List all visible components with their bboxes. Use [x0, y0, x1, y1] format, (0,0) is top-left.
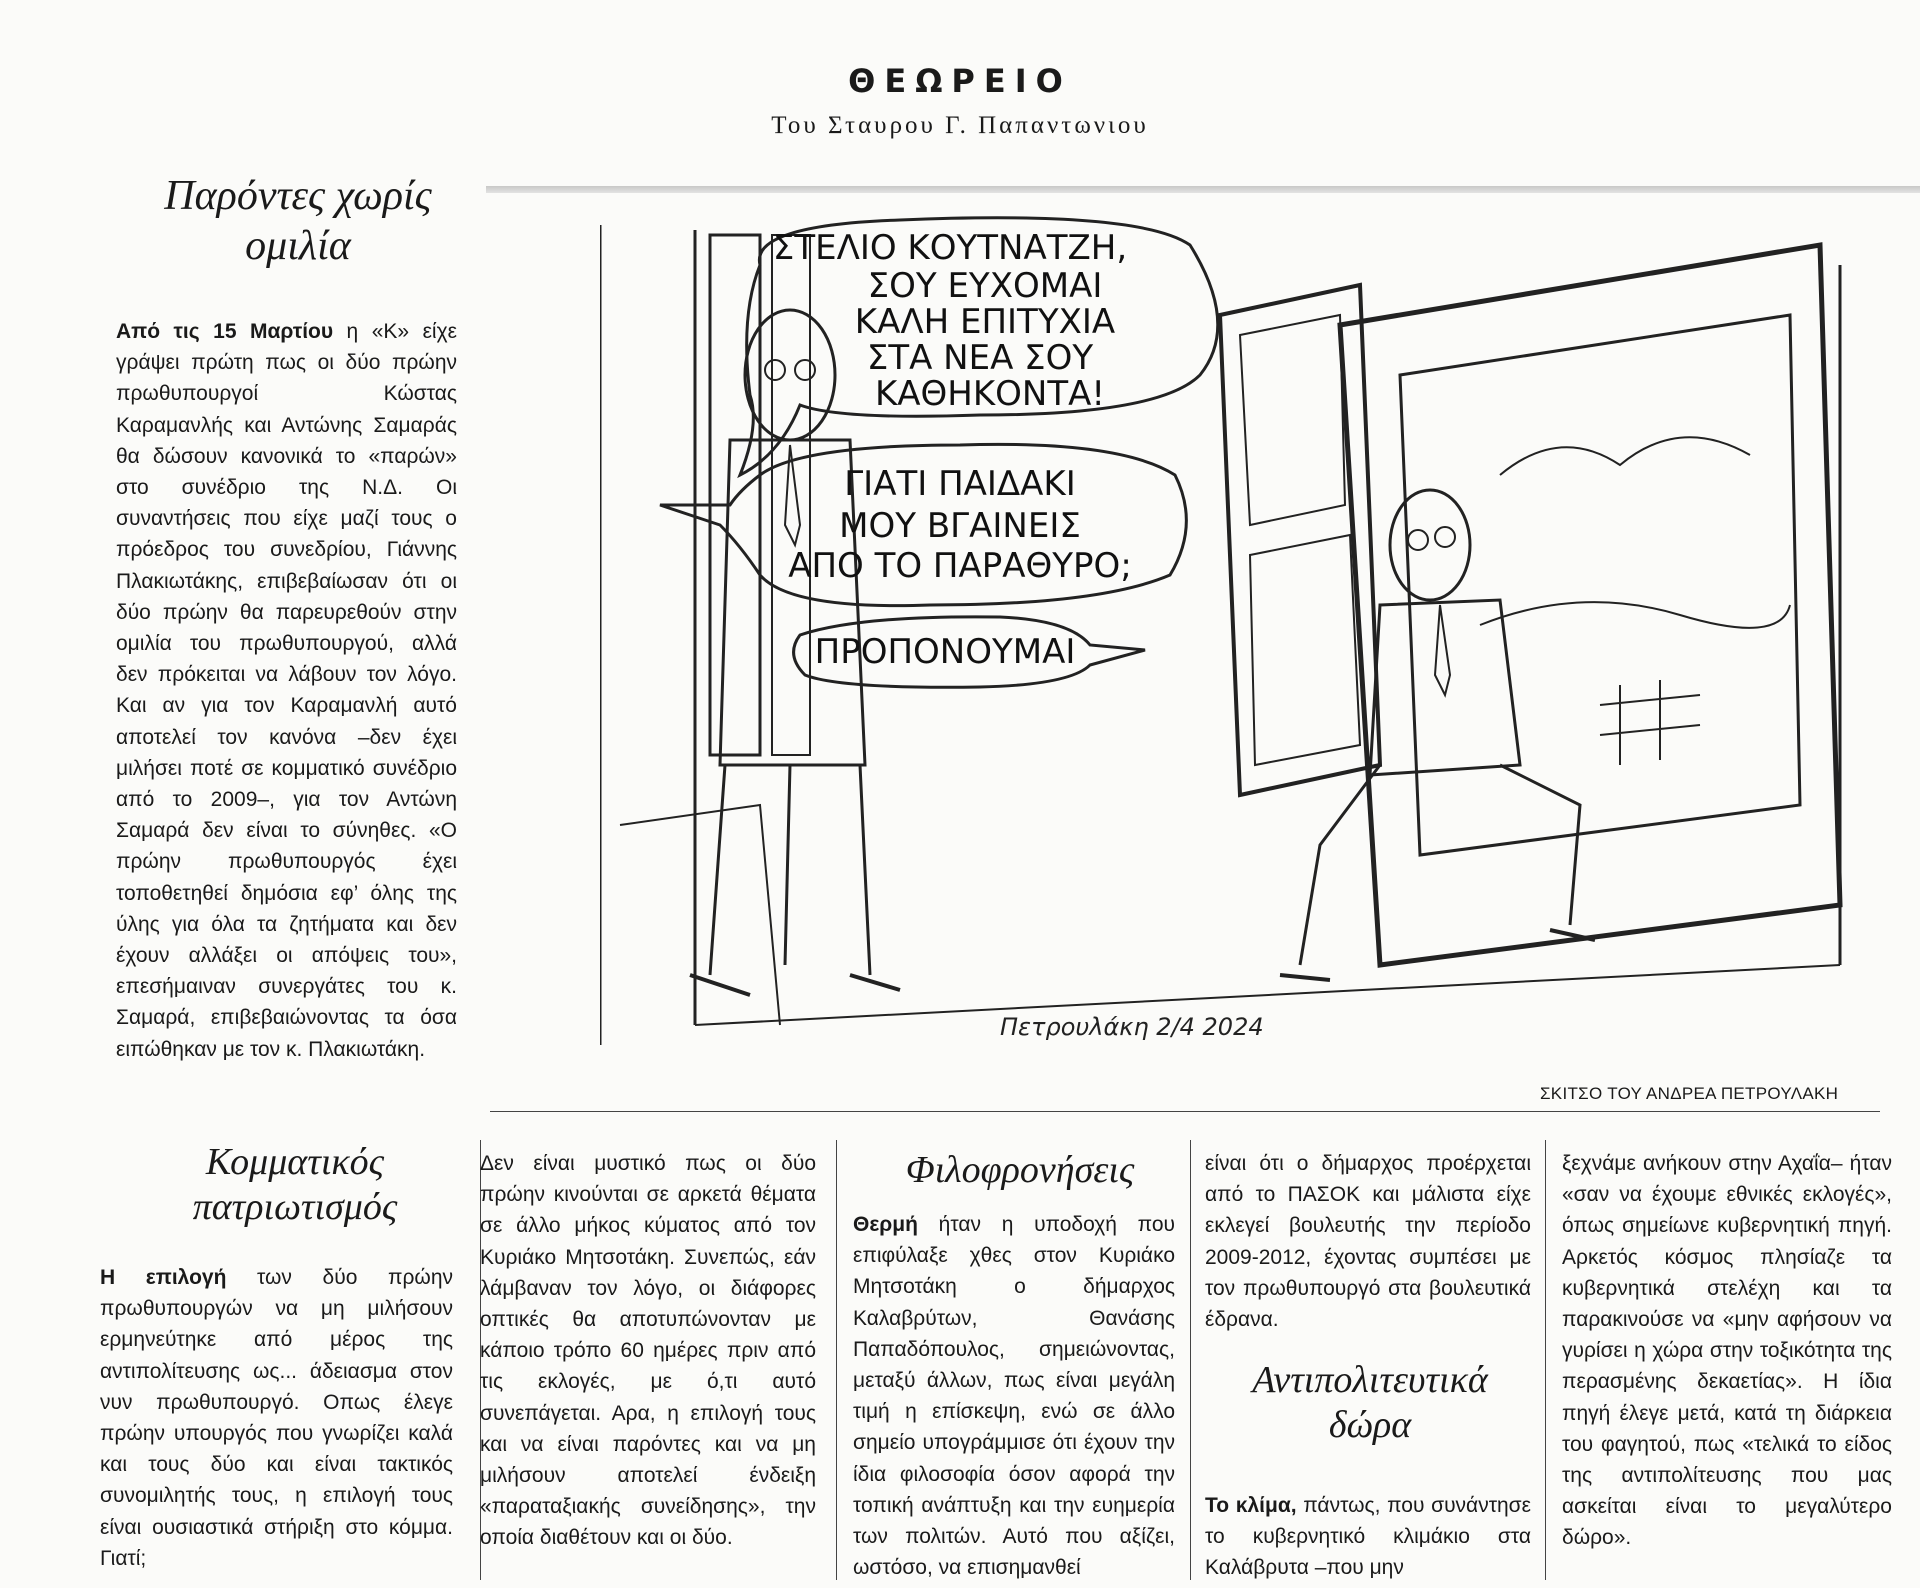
bubble1-line3: ΚΑΛΗ ΕΠΙΤΥΧΙΑ: [854, 302, 1116, 342]
article-3-body: [853, 1209, 1175, 1583]
bubble1-line2: ΣΟΥ ΕΥΧΟΜΑΙ: [867, 266, 1103, 306]
article-1-text: η «Κ» είχε γράψει πρώτη πως οι δύο πρώην πρωθυπουργοί Κώστας Καραμανλής και Αντώνης Σαμαράς θα δώσουν κανονικά το «παρών» στο συνέδριο της Ν.Δ. Οι συναντήσεις που είχε μαζί τους ο πρόεδρος του συνεδρίου, Γιάννης Πλακιωτάκης, επιβεβαίωσαν ότι οι δύο πρώην θα παρευρεθούν στην ομιλία του πρωθυπουργού, αλλά δεν πρόκειται να λάβουν τον λόγο. Και αν για τον Καραμανλή αυτό αποτελεί τον κανόνα –δεν έχει μιλήσει ποτέ σε κομματικό συνέδριο από το 2009–, για τον Αντώνη Σαμαρά δεν είναι το σύνηθες. «Ο πρώην πρωθυπουργός έχει τοποθετηθεί δημόσια εφ’ όλης της ύλης για όλα τα ζητήματα και δεν έχουν αλλάξει οι απόψεις του», επεσήμαιναν συνεργάτες του κ. Σαμαρά, επιβεβαιώνοντας τα όσα ειπώθηκαν με τον κ. Πλακιωτάκη.: [116, 320, 457, 1061]
bubble2-line3: ΑΠΟ ΤΟ ΠΑΡΑΘΥΡΟ;: [788, 546, 1132, 586]
headline-article-4: Αντιπολιτευτικά δώρα: [1252, 1359, 1488, 1446]
article-3-body-col2: είναι ότι ο δήμαρχος προέρχεται από το ΠΑΣΟΚ και μάλιστα είχε εκλεγεί βουλευτής την περίοδο 2009-2012, έχοντας συμπέσει με τον πρωθυπουργό στα βουλευτικά έδρανα.: [1205, 1152, 1531, 1332]
article-2-lead: Η επιλογή: [100, 1266, 227, 1289]
bubble2-line1: ΓΙΑΤΙ ΠΑΙΔΑΚΙ: [844, 464, 1076, 504]
divider-col-3: [1190, 1140, 1191, 1580]
headline-article-1: Παρόντες χωρίς ομιλία: [164, 173, 432, 269]
bubble3-text: ΠΡΟΠΟΝΟΥΜΑΙ: [814, 632, 1076, 672]
headline-article-2: Κομματικός πατριωτισμός: [192, 1141, 398, 1228]
article-1-lead: Από τις 15 Μαρτίου: [116, 320, 334, 343]
divider-col-2: [836, 1140, 837, 1580]
headline-article-3: Φιλοφρονήσεις: [905, 1149, 1135, 1191]
article-1-body: [116, 316, 457, 1065]
bubble2-line2: ΜΟΥ ΒΓΑΙΝΕΙΣ: [839, 506, 1081, 546]
bubble1-line4: ΣΤΑ ΝΕΑ ΣΟΥ: [866, 338, 1094, 378]
cartoon: [600, 205, 1880, 1065]
cartoon-caption: ΣΚΙΤΣΟ ΤΟΥ ΑΝΔΡΕΑ ΠΕΤΡΟΥΛΑΚΗ: [1540, 1084, 1839, 1103]
article-2-body: [100, 1262, 453, 1574]
article-4-body-col2: ξεχνάμε ανήκουν στην Αχαΐα– ήταν «σαν να έχουμε εθνικές εκλογές», όπως σημείωνε κυβερνητική πηγή. Αρκετός κόσμος πλησίαζε τα κυβερνητικά στελέχη και τα παρακινούσε να «μην αφήσουν να γυρίσει η χώρα στην τοξικότητα της περασμένης δεκαετίας». Η ίδια πηγή έλεγε μετά, κατά τη διάρκεια του φαγητού, πως «τελικά το είδος της αντιπολίτευσης που μας ασκείται είναι το μεγαλύτερο δώρο».: [1562, 1152, 1892, 1550]
divider-col-4: [1545, 1140, 1546, 1580]
article-4-lead: Το κλίμα,: [1205, 1494, 1297, 1517]
section-title: ΘΕΩΡΕΙΟ: [848, 62, 1072, 100]
byline: Του Σταυρου Γ. Παπαντωνιου: [771, 112, 1149, 139]
article-3-lead: Θερμή: [853, 1213, 918, 1236]
bubble1-line1: ΣΤΕΛΙΟ ΚΟΥΤΝΑΤΖΗ,: [772, 228, 1128, 268]
divider-horizontal: [490, 1111, 1880, 1112]
article-2-text: των δύο πρώην πρωθυπουργών να μη μιλήσουν ερμηνεύτηκε από μέρος της αντιπολίτευσης ως... άδειασμα στον νυν πρωθυπουργό. Οπως έλεγε πρώην υπουργός που γνωρίζει καλά και τους δύο και είναι τακτικός συνομιλητής τους, η επιλογή τους είναι ουσιαστικά στήριξη στο κόμμα. Γιατί;: [100, 1266, 454, 1570]
top-rule: [486, 186, 1920, 193]
article-2-body-col2: Δεν είναι μυστικό πως οι δύο πρώην κινούνται σε αρκετά θέματα σε άλλο μήκος κύματος από τον Κυριάκο Μητσοτάκη. Συνεπώς, εάν λάμβαναν τον λόγο, οι διάφορες οπτικές θα αποτυπώνονταν με κάποιο τρόπο 60 ημέρες πριν από τις εκλογές, με ό,τι αυτό συνεπάγεται. Αρα, η επιλογή τους και να είναι παρόντες και να μη μιλήσουν αποτελεί ένδειξη «παραταξιακής συνείδησης», την οποία διαθέτουν και οι δύο.: [480, 1152, 816, 1550]
article-3-text: ήταν η υποδοχή που επιφύλαξε χθες στον Κυριάκο Μητσοτάκη ο δήμαρχος Καλαβρύτων, Θανάσης Παπαδόπουλος, σημειώνοντας, μεταξύ άλλων, πως είναι μεγάλη τιμή η επίσκεψη, ενώ σε άλλο σημείο υπογράμμισε ότι έχουν την ίδια φιλοσοφία όσον αφορά την τοπική ανάπτυξη και την ευημερία των πολιτών. Αυτό που αξίζει, ωστόσο, να επισημανθεί: [853, 1213, 1175, 1580]
article-4-body: [1205, 1490, 1531, 1584]
cartoon-signature: Πετρουλάκη 2/4 2024: [1000, 1013, 1264, 1041]
article-4-text: πάντως, που συνάντησε το κυβερνητικό κλιμάκιο στα Καλάβρυτα –που μην: [1205, 1494, 1531, 1580]
bubble1-line5: ΚΑΘΗΚΟΝΤΑ!: [874, 374, 1106, 414]
